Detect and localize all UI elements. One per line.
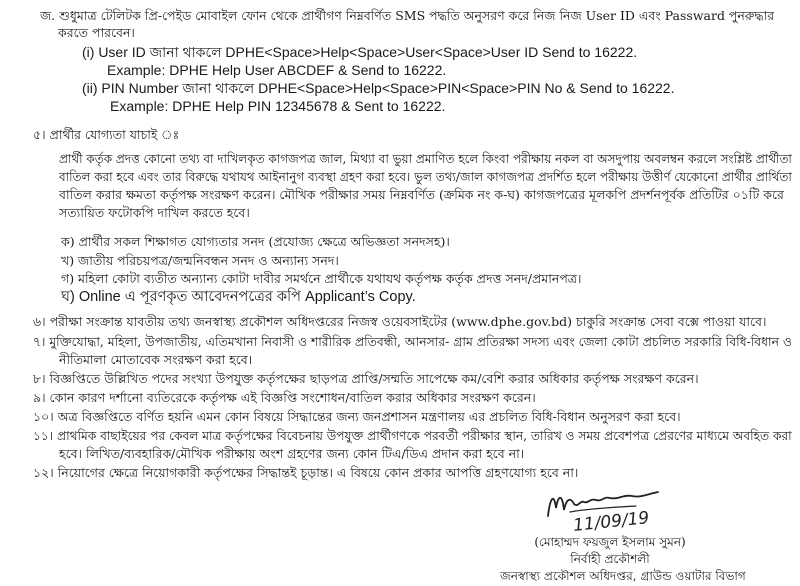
clause-10: ১০। অত্র বিজ্ঞপ্তিতে বর্ণিত হয়নি এমন কোন বিষয়ে সিদ্ধান্তের জন্য জনপ্রশাসন মন্ত্রণালয় এর প্রচলিত বিধি-বিধান অনুসরণ করা হবে। (33, 409, 681, 424)
officer-name: (মোহাম্মদ ফয়জুল ইসলাম সুমন) (534, 535, 686, 549)
section5-paragraph-line: সত্যায়িত ফটোকপি দাখিল করতে হবে। (59, 205, 250, 220)
section5-paragraph-line: বাতিল করা হবে এবং তার বিরুদ্ধে যথাযথ আইনানুগ ব্যবস্থা গ্রহণ করা হবে। ভুল তথ্য/জাল কাগজপত্র প্রদর্শিত হলে পরীক্ষায় উত্তীর্ণ যেকোনো প্রার্থীর প্রার্থিতা (59, 169, 792, 184)
section5-paragraph-line: বাতিল করার ক্ষমতা কর্তৃপক্ষ সংরক্ষণ করেন। মৌখিক পরীক্ষার সময় নিম্নবর্ণিত (ক্রমিক নং ক-ঘ) কাগজপত্রের মূলকপি প্রদর্শনপূর্বক প্রতিটির ০১টি করে (59, 187, 784, 202)
clause-12: ১২। নিয়োগের ক্ষেত্রে নিয়োগকারী কর্তৃপক্ষের সিদ্ধান্তই চূড়ান্ত। এ বিষয়ে কোন প্রকার আপত্তি গ্রহণযোগ্য হবে না। (33, 465, 579, 480)
clause-9: ৯। কোন কারণ দর্শানো ব্যতিরেকে কর্তৃপক্ষ এই বিজ্ঞপ্তি সংশোধন/বাতিল করার অধিকার সংরক্ষণ করেন। (33, 390, 536, 405)
document-list-item: খ) জাতীয় পরিচয়পত্র/জন্মনিবন্ধন সনদ ও অন্যান্য সনদ। (61, 253, 339, 268)
document-list-item: ঘ) Online এ পূরণকৃত আবেদনপত্রের কপি Applicant’s Copy. (61, 289, 416, 305)
officer-designation: নির্বাহী প্রকৌশলী (570, 552, 650, 566)
sms-user-id-instruction: (i) User ID জানা থাকলে DPHE<Space>Help<Space>User<Space>User ID Send to 16222. (82, 44, 638, 60)
section5-heading: ৫। প্রার্থীর যোগ্যতা যাচাই ঃ (33, 127, 180, 142)
sms-user-id-example: Example: DPHE Help User ABCDEF & Send to 16222. (107, 62, 447, 78)
clause-7: ৭। মুক্তিযোদ্ধা, মহিলা, উপজাতীয়, এতিমখানা নিবাসী ও শারীরিক প্রতিবন্ধী, আনসার- গ্রাম প্রতিরক্ষা সদস্য এবং জেলা কোটা প্রচলিত সরকারি বিধি-বিধান ও (33, 334, 792, 349)
sms-pin-example: Example: DPHE Help PIN 12345678 & Sent to 16222. (110, 98, 446, 114)
clause-7-cont: নীতিমালা মোতাবেক সংরক্ষণ করা হবে। (59, 352, 253, 367)
document-list-item: গ) মহিলা কোটা ব্যতীত অন্যান্য কোটা দাবীর সমর্থনে প্রার্থীকে যথাযথ কর্তৃপক্ষ কর্তৃক প্রদত্ত সনদ/প্রমানপত্র। (61, 271, 582, 286)
section5-paragraph-line: প্রার্থী কর্তৃক প্রদত্ত কোনো তথ্য বা দাখিলকৃত কাগজপত্র জাল, মিথ্যা বা ভুয়া প্রমাণিত হলে কিংবা পরীক্ষায় নকল বা অসদুপায় অবলম্বন করলে সংশ্লিষ্ট প্রার্থীতা (59, 151, 792, 166)
document-list-item: ক) প্রার্থীর সকল শিক্ষাগত যোগ্যতার সনদ (প্রযোজ্য ক্ষেত্রে অভিজ্ঞতা সনদসহ)। (61, 234, 450, 249)
clause-11: ১১। প্রাথমিক বাছাইয়ের পর কেবল মাত্র কর্তৃপক্ষের বিবেচনায় উপযুক্ত প্রার্থীগণকে পরবর্তী পরীক্ষার স্থান, তারিখ ও সময় প্রবেশপত্র প্রেরণের মাধ্যমে অবহিত করা (33, 428, 792, 443)
clause-8: ৮। বিজ্ঞপ্তিতে উল্লিখিত পদের সংখ্যা উপযুক্ত কর্তৃপক্ষের ছাড়পত্র প্রাপ্তি/সম্মতি সাপেক্ষে কম/বেশি করার অধিকার কর্তৃপক্ষ সংরক্ষণ করেন। (33, 371, 699, 386)
sms-intro-line: জ. শুধুমাত্র টেলিটক প্রি-পেইড মোবাইল ফোন থেকে প্রার্থীগণ নিম্নবর্ণিত SMS পদ্ধতি অনুসরণ করে নিজ নিজ User ID এবং Passward পুনরুদ্ধার (40, 8, 775, 23)
clause-6: ৬। পরীক্ষা সংক্রান্ত যাবতীয় তথ্য জনস্বাস্থ্য প্রকৌশল অধিদপ্তরের নিজস্ব ওয়েবসাইটের (www.dphe.gov.bd) চাকুরি সংক্রান্ত সেবা বক্সে পাওয়া যাবে। (33, 314, 767, 329)
clause-11-cont: হবে। লিখিত/ব্যবহারিক/মৌখিক পরীক্ষায় অংশ গ্রহণের জন্য কোন টিএ/ডিএ প্রদান করা হবে না। (59, 446, 525, 461)
signature-date: 11/09/19 (572, 508, 651, 536)
sms-intro-line-cont: করতে পারবেন। (58, 25, 135, 40)
sms-pin-instruction: (ii) PIN Number জানা থাকলে DPHE<Space>Help<Space>PIN<Space>PIN No & Send to 16222. (82, 80, 675, 96)
officer-office: জনস্বাস্থ্য প্রকৌশল অধিদপ্তর, গ্রাউন্ড ওয়াটার বিভাগ (500, 569, 746, 583)
